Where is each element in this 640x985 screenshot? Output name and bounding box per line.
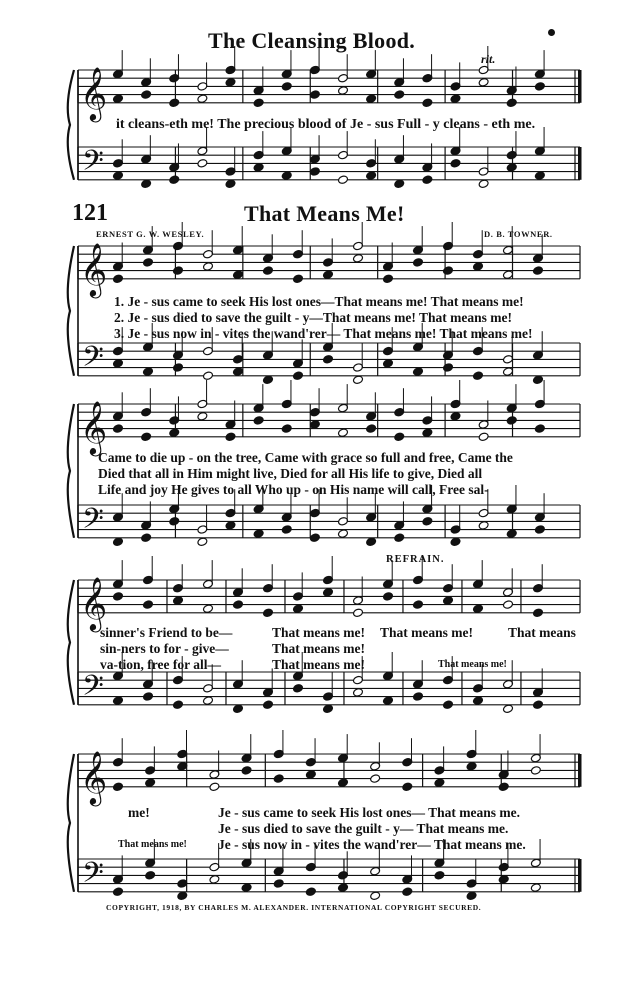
system-5-treble-clef: 𝄞: [80, 749, 108, 804]
system-1-treble-note: [478, 78, 489, 88]
system-3-bass-clef: 𝄢: [82, 502, 104, 543]
system-2-bass-note: [233, 367, 244, 377]
system-2-treble-note: [173, 266, 184, 276]
system-5-treble-note: [338, 778, 349, 788]
system-1-bass-clef: 𝄢: [82, 144, 104, 185]
system-2-treble-clef: 𝄞: [80, 241, 108, 296]
verse-2-line-2: Died that all in Him might live, Died for all His life to give, Died all: [98, 466, 483, 481]
system-3-bass-note: [225, 521, 236, 531]
system-3-bass-note: [113, 537, 124, 547]
system-1-bass-note: [394, 179, 405, 189]
system-1-bass-note: [225, 179, 236, 189]
refrain-text-1b: That means me!: [272, 641, 365, 656]
system-3-bass-note: [534, 525, 545, 535]
system-2-bass-note: [293, 371, 304, 381]
system-4-treble-note: [323, 588, 334, 598]
system-4-bass-note: [503, 704, 514, 714]
system-1-bass-note: [366, 171, 377, 181]
system-2-treble-note: [263, 266, 274, 276]
system-1-bass-note: [309, 167, 320, 177]
system-2-treble-note: [533, 266, 544, 276]
system-4-treble-note: [473, 604, 484, 614]
system-1-treble-note: [141, 90, 152, 100]
system-2-treble-note: [443, 266, 454, 276]
refrain-text-1a: That means me!: [272, 625, 365, 640]
system-4-bass-note: [143, 692, 154, 702]
system-1-treble-note: [506, 98, 517, 108]
system-1-bass-note: [141, 179, 152, 189]
system-4-bass-note: [473, 696, 484, 706]
system-3-bass-note: [169, 517, 180, 527]
system-1-bass-note: [281, 171, 292, 181]
system-5-bass-note: [177, 891, 188, 901]
system-1-treble-note: [534, 82, 545, 92]
system-3-treble-note: [225, 432, 236, 442]
system-4-treble-clef: 𝄞: [80, 575, 108, 630]
system-1-treble-note: [113, 94, 124, 104]
system-2-bass-note: [143, 367, 154, 377]
system-3-bass-note: [394, 533, 405, 543]
system-5-bass-note: [241, 883, 252, 893]
system-4-bass-note: [533, 700, 544, 710]
system-3-bass-note: [309, 533, 320, 543]
system-5-bass-note: [209, 875, 220, 885]
system-5-bass-note: [113, 887, 124, 897]
system-2-bass-note: [413, 367, 424, 377]
system-1-bass-note: [450, 159, 461, 169]
system-4-bass-note: [263, 700, 274, 710]
verse-3-line-4: Je - sus now in - vites the wand'rer— That means me.: [218, 837, 526, 852]
verse-1-line-1: 1. Je - sus came to seek His lost ones—That means me! That means me!: [114, 294, 524, 309]
bass-refrain-text-2: That means me!: [118, 839, 187, 850]
system-3-bass-note: [253, 529, 264, 539]
system-1-bass-end-thick: [578, 147, 582, 180]
system-1-treble-note: [197, 94, 208, 104]
system-3-treble-note: [113, 424, 124, 434]
system-4-treble-note: [293, 604, 304, 614]
system-5-bass-note: [402, 887, 413, 897]
system-3-treble-note: [366, 424, 377, 434]
system-1-bass-note: [197, 159, 208, 169]
system-3-bass-note: [366, 537, 377, 547]
system-3-treble-note: [253, 416, 264, 426]
system-5-treble-note: [241, 766, 252, 776]
verse-1-line-3: sinner's Friend to be—: [100, 625, 233, 640]
system-5-bass-clef: 𝄢: [82, 856, 104, 897]
refrain-text-3: That means: [508, 625, 576, 640]
system-3-bass-note: [450, 537, 461, 547]
system-2-bass-note: [473, 371, 484, 381]
system-5-treble-note: [370, 774, 381, 784]
system-5-bass-note: [530, 883, 541, 893]
system-3-treble-note: [309, 420, 320, 430]
system-2-bass-clef: 𝄢: [82, 340, 104, 381]
system-5-treble-note: [530, 766, 541, 776]
system-5-bass-note: [466, 891, 477, 901]
system-5-bass-note: [498, 875, 509, 885]
system-3-treble-note: [478, 432, 489, 442]
system-1-treble-note: [309, 90, 320, 100]
refrain-text-2: That means me!: [380, 625, 473, 640]
system-1-treble-clef: 𝄞: [80, 65, 108, 120]
system-1-bass-note: [506, 163, 517, 173]
system-3-bass-note: [478, 521, 489, 531]
system-5-bass-note: [370, 891, 381, 901]
verse-1-line-2: Came to die up - on the tree, Came with grace so full and free, Came the: [98, 450, 513, 465]
system-5-treble-note: [273, 774, 284, 784]
system-2-treble-note: [293, 274, 304, 284]
system-3-brace: [68, 404, 74, 538]
system-4-bass-note: [323, 704, 334, 714]
system-1-treble-note: [366, 94, 377, 104]
system-2-treble-note: [323, 270, 334, 280]
system-5-treble-note: [466, 762, 477, 772]
composer-credit: D. B. TOWNER.: [484, 229, 553, 239]
system-2-treble-note: [233, 270, 244, 280]
system-4-treble-note: [233, 600, 244, 610]
system-2-bass-note: [113, 359, 124, 369]
system-1-brace: [68, 70, 74, 180]
system-1-bass-note: [478, 179, 489, 189]
system-1-treble-note: [450, 94, 461, 104]
system-3-bass-note: [281, 525, 292, 535]
system-4-bass-note: [413, 692, 424, 702]
system-1-treble-note: [253, 98, 264, 108]
system-2-bass-note: [353, 375, 364, 385]
system-1-treble-note: [422, 98, 433, 108]
system-1-bass-note: [422, 175, 433, 185]
system-3-treble-note: [534, 424, 545, 434]
system-3-treble-note: [197, 412, 208, 422]
verse-3-line-3: va-tion, free for all—: [100, 657, 221, 672]
system-3-treble-note: [450, 412, 461, 422]
system-4-treble-note: [383, 592, 394, 602]
system-1-bass-note: [253, 163, 264, 173]
system-3-bass-note: [422, 517, 433, 527]
bass-refrain-text-1: That means me!: [438, 659, 507, 670]
author-credit: ERNEST G. W. WESLEY.: [96, 229, 205, 239]
system-1-treble-note: [394, 90, 405, 100]
system-4-treble-note: [173, 596, 184, 606]
refrain-label: REFRAIN.: [386, 554, 445, 565]
system-3-treble-note: [394, 432, 405, 442]
system-2-bass-note: [383, 359, 394, 369]
verse-3-line-1: 3. Je - sus now in - vites the wand'rer— That means me! That means me!: [114, 326, 533, 341]
system-1-treble-note: [281, 82, 292, 92]
system-2-bass-note: [533, 375, 544, 385]
system-4-bass-note: [233, 704, 244, 714]
system-5-bass-end-thick: [578, 859, 582, 892]
system-1-bass-note: [534, 171, 545, 181]
tempo-mark: rit.: [481, 52, 496, 66]
system-4-bass-note: [443, 700, 454, 710]
system-3-treble-note: [169, 428, 180, 438]
system-5-treble-note: [434, 778, 445, 788]
system-5-treble-note: [209, 782, 220, 792]
system-4-treble-note: [353, 608, 364, 618]
system-4-treble-note: [143, 600, 154, 610]
system-4-treble-note: [203, 604, 214, 614]
verse-1-line-4: Je - sus came to seek His lost ones— That means me.: [218, 805, 520, 820]
system-2-brace: [68, 246, 74, 376]
system-4-bass-note: [293, 684, 304, 694]
system-1-bass-note: [113, 171, 124, 181]
system-4-treble-note: [113, 592, 124, 602]
prev-hymn-lyric: it cleans-eth me! The precious blood of Je - sus Full - y cleans - eth me.: [116, 117, 536, 132]
system-4-treble-note: [443, 596, 454, 606]
system-5-bass-note: [305, 887, 316, 897]
verse-2-line-4: Je - sus died to save the guilt - y— That means me.: [218, 821, 509, 836]
system-4-treble-note: [263, 608, 274, 618]
refrain-me: me!: [128, 805, 150, 820]
system-5-treble-end-thick: [578, 754, 582, 787]
refrain-text-1c: That means me!: [272, 657, 365, 672]
system-5-treble-note: [498, 782, 509, 792]
system-3-treble-note: [422, 428, 433, 438]
system-1-treble-note: [225, 78, 236, 88]
system-5-bass-note: [434, 871, 445, 881]
system-2-treble-note: [473, 262, 484, 272]
system-2-treble-note: [113, 274, 124, 284]
system-2-bass-note: [263, 375, 274, 385]
verse-2-line-3: sin-ners to for - give—: [100, 641, 229, 656]
system-1-treble-note: [338, 86, 349, 96]
hymn-number: 121: [72, 200, 108, 226]
system-2-treble-note: [413, 258, 424, 268]
system-2-treble-note: [203, 262, 214, 272]
hymn-title: That Means Me!: [244, 201, 405, 226]
system-1-treble-end-thick: [578, 70, 582, 103]
system-4-bass-clef: 𝄢: [82, 669, 104, 710]
system-4-bass-note: [383, 696, 394, 706]
system-2-treble-note: [503, 270, 514, 280]
system-3-treble-clef: 𝄞: [80, 399, 108, 454]
prev-hymn-title: The Cleansing Blood.: [208, 28, 416, 53]
system-2-bass-note: [323, 355, 334, 365]
system-4-brace: [68, 580, 74, 705]
system-2-treble-note: [353, 254, 364, 264]
system-1-treble-note: [169, 98, 180, 108]
system-2-treble-note: [383, 274, 394, 284]
system-3-bass-note: [506, 529, 517, 539]
system-5-bass-note: [145, 871, 156, 881]
system-2-bass-note: [503, 367, 514, 377]
system-2-treble-note: [143, 258, 154, 268]
system-5-brace: [68, 754, 74, 892]
system-4-treble-note: [533, 608, 544, 618]
system-5-treble-note: [402, 782, 413, 792]
system-3-treble-note: [141, 432, 152, 442]
system-2-bass-note: [203, 371, 214, 381]
system-3-bass-note: [141, 533, 152, 543]
system-3-bass-note: [197, 537, 208, 547]
system-3-treble-note: [338, 428, 349, 438]
system-2-bass-note: [173, 363, 184, 373]
verse-2-line-1: 2. Je - sus died to save the guilt - y—That means me! That means me!: [114, 310, 512, 325]
system-2-bass-note: [443, 363, 454, 373]
system-1-bass-note: [169, 175, 180, 185]
system-5-bass-note: [338, 883, 349, 893]
system-4-bass-note: [113, 696, 124, 706]
verse-3-line-2: Life and joy He gives to all Who up - on His name will call, Free sal-: [98, 482, 489, 497]
system-3-treble-note: [281, 424, 292, 434]
system-5-bass-note: [273, 879, 284, 889]
system-4-treble-note: [413, 600, 424, 610]
system-5-treble-note: [145, 778, 156, 788]
system-4-bass-note: [173, 700, 184, 710]
system-3-bass-note: [338, 529, 349, 539]
system-4-bass-note: [203, 696, 214, 706]
system-5-treble-note: [113, 782, 124, 792]
system-4-treble-note: [503, 600, 514, 610]
system-5-treble-note: [305, 770, 316, 780]
system-4-bass-note: [353, 688, 364, 698]
system-3-treble-note: [506, 416, 517, 426]
system-1-bass-note: [338, 175, 349, 185]
copyright-line: COPYRIGHT, 1918, BY CHARLES M. ALEXANDER. INTERNATIONAL COPYRIGHT SECURED.: [106, 903, 482, 912]
